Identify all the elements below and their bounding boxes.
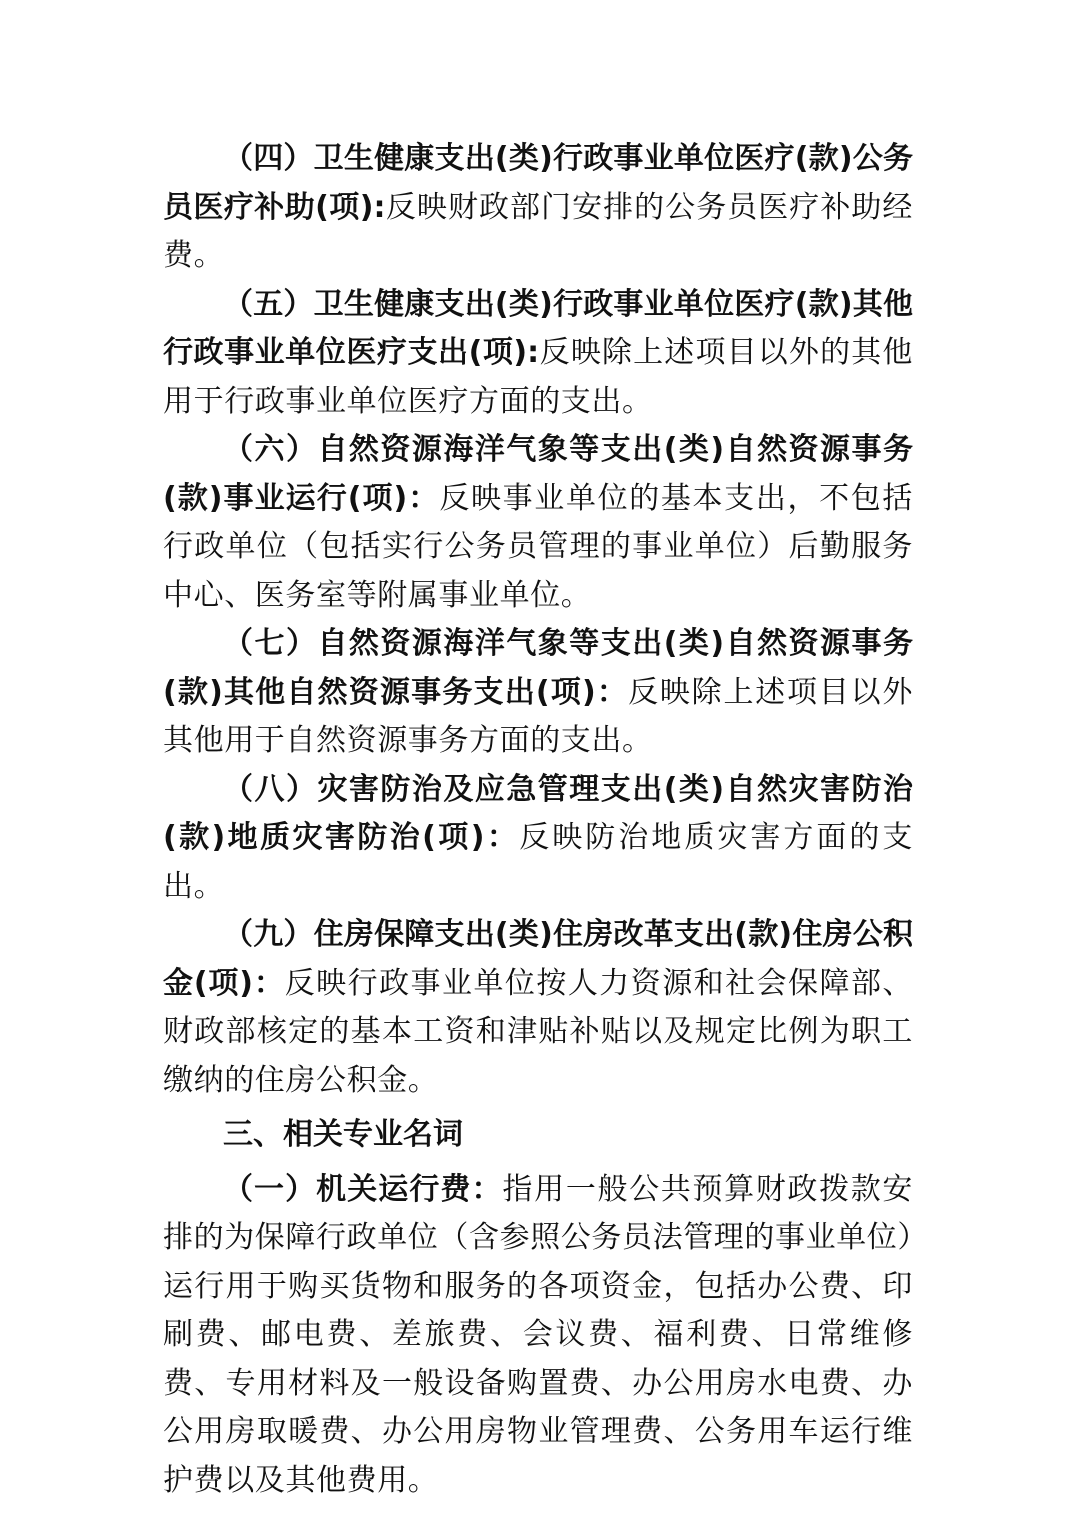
term-item-1 [163,1166,913,1506]
paragraph-body: 反映事业单位的基本支出，不包括行政单位（包括实行公务员管理的事业单位）后勤服务中心、医务室等附属事业单位。 [163,480,914,613]
paragraph-heading: （五）卫生健康支出(类)行政事业单位医疗(款)其他行政事业单位医疗支出(项): [163,286,913,370]
paragraph-item-9 [163,911,913,1105]
paragraph-item-8 [163,766,913,912]
paragraph-heading: （九）住房保障支出(类)住房改革支出(款)住房公积金(项)： [163,917,913,1001]
paragraph-item-6 [163,426,913,620]
paragraph-body: 反映除上述项目以外其他用于自然资源事务方面的支出。 [163,674,913,758]
paragraph-item-4 [163,135,913,281]
term-heading: （一）机关运行费： [223,1171,503,1207]
paragraph-heading: （七）自然资源海洋气象等支出(类)自然资源事务(款)其他自然资源事务支出(项)： [163,626,913,710]
paragraph-heading: （六）自然资源海洋气象等支出(类)自然资源事务(款)事业运行(项)： [163,432,913,516]
paragraph-item-7 [163,620,913,766]
paragraph-item-5 [163,281,913,427]
term-body: 指用一般公共预算财政拨款安排的为保障行政单位（含参照公务员法管理的事业单位）运行用于购买货物和服务的各项资金，包括办公费、印刷费、邮电费、差旅费、会议费、福利费、日常维修费、专用材料及一般设备购置费、办公用房水电费、办公用房取暖费、办公用房物业管理费、公务用车运行维护费以及其他费用。 [163,1171,913,1498]
paragraph-body: 反映除上述项目以外的其他用于行政事业单位医疗方面的支出。 [163,335,913,419]
paragraph-body: 反映防治地质灾害方面的支出。 [163,820,914,904]
document-page [163,135,913,1505]
section-heading: 三、相关专业名词 [223,1117,463,1152]
paragraph-body: 反映行政事业单位按人力资源和社会保障部、财政部核定的基本工资和津贴补贴以及规定比例为职工缴纳的住房公积金。 [163,965,914,1098]
paragraph-heading: （八）灾害防治及应急管理支出(类)自然灾害防治(款)地质灾害防治(项)： [163,771,913,855]
paragraph-body: 反映财政部门安排的公务员医疗补助经费。 [163,189,914,273]
paragraph-heading: （四）卫生健康支出(类)行政事业单位医疗(款)公务员医疗补助(项): [163,141,913,225]
